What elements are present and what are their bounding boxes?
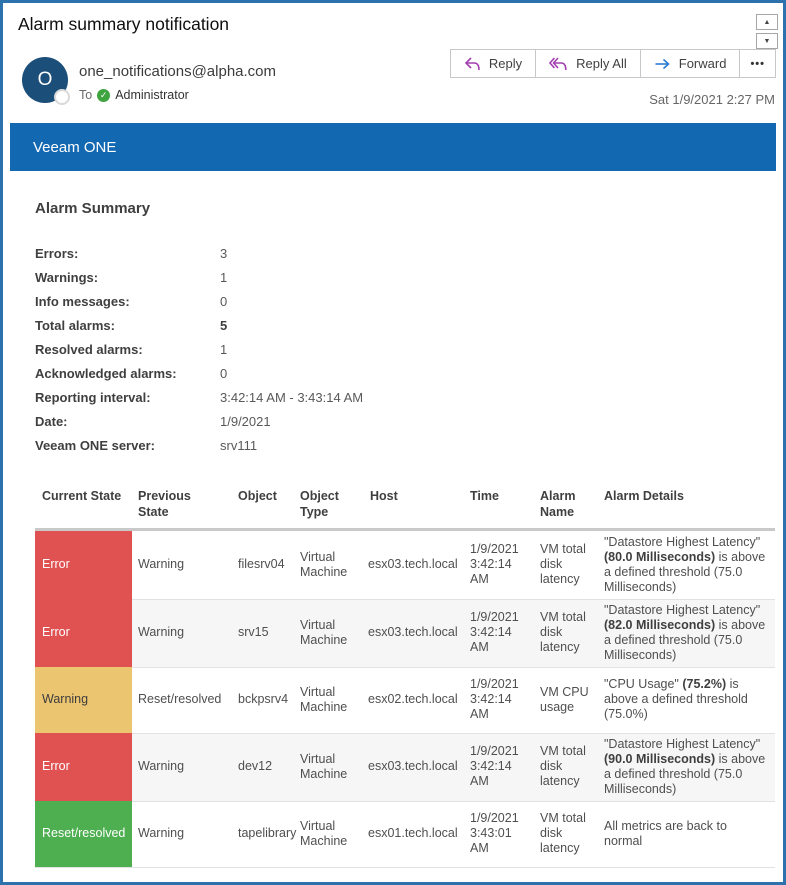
veeam-one-banner (10, 123, 776, 171)
object-cell: tapelibrary (238, 826, 297, 840)
object-type-cell: Virtual Machine (300, 684, 348, 714)
summary-fields (35, 241, 775, 457)
object-type-cell: Virtual Machine (300, 751, 348, 781)
to-label: To (79, 88, 93, 102)
table-row (35, 531, 775, 599)
alarm-details-cell: "Datastore Highest Latency" (82.0 Milliseconds) is above a defined threshold (75.0 Milliseconds) (604, 602, 766, 662)
reply-button[interactable] (450, 49, 536, 78)
host-cell: esx02.tech.local (368, 692, 458, 706)
alarm-name-cell: VM CPU usage (540, 684, 589, 714)
alarm-details-cell: "Datastore Highest Latency" (90.0 Milliseconds) is above a defined threshold (75.0 Milliseconds) (604, 736, 766, 796)
object-type-cell: Virtual Machine (300, 549, 348, 579)
mail-header (3, 3, 783, 123)
table-row (35, 733, 775, 801)
summary-field-acknowledged-alarms: Acknowledged alarms: 0 (35, 365, 228, 381)
reply-all-icon (549, 57, 568, 71)
time-cell: 1/9/2021 3:42:14 AM (470, 542, 519, 586)
time-cell: 1/9/2021 3:42:14 AM (470, 744, 519, 788)
triangle-down-icon: ▼ (763, 37, 771, 45)
alarm-name-cell: VM total disk latency (540, 542, 586, 586)
message-body (35, 200, 775, 868)
table-row (35, 599, 775, 667)
reply-all-label: Reply All (576, 56, 627, 71)
sender-avatar[interactable] (22, 57, 68, 103)
column-header-host: Host (370, 489, 398, 503)
summary-field-reporting-interval: Reporting interval: 3:42:14 AM - 3:43:14 AM (35, 389, 364, 405)
ellipsis-icon: ••• (750, 57, 765, 70)
time-cell: 1/9/2021 3:43:01 AM (470, 811, 519, 855)
host-cell: esx03.tech.local (368, 759, 458, 773)
column-header-object-type: Object Type (300, 489, 339, 520)
forward-label: Forward (678, 56, 727, 71)
summary-field-info-messages: Info messages: 0 (35, 293, 228, 309)
check-circle-icon: ✓ (97, 89, 110, 102)
time-cell: 1/9/2021 3:42:14 AM (470, 677, 519, 721)
column-header-alarm-name: Alarm Name (540, 489, 576, 520)
summary-field-total-alarms: Total alarms: 5 (35, 317, 228, 333)
recipient-row (79, 88, 189, 102)
table-row (35, 667, 775, 733)
reply-all-button[interactable] (535, 49, 641, 78)
previous-state-cell: Reset/resolved (138, 692, 222, 706)
previous-message-button[interactable] (756, 14, 778, 30)
triangle-up-icon: ▲ (763, 18, 771, 26)
forward-icon (654, 57, 671, 71)
previous-state-cell: Warning (138, 759, 185, 773)
message-title: Alarm summary notification (18, 14, 230, 34)
avatar-letter: O (37, 69, 53, 90)
host-cell: esx03.tech.local (368, 625, 458, 639)
alarm-details-cell: "Datastore Highest Latency" (80.0 Milliseconds) is above a defined threshold (75.0 Milliseconds) (604, 534, 766, 594)
current-state-cell: Error (35, 733, 132, 801)
column-header-current-state: Current State (42, 489, 122, 503)
object-type-cell: Virtual Machine (300, 617, 348, 647)
object-cell: srv15 (238, 625, 269, 639)
time-cell: 1/9/2021 3:42:14 AM (470, 610, 519, 654)
reply-icon (464, 57, 481, 71)
previous-state-cell: Warning (138, 625, 185, 639)
alarm-details-cell: "CPU Usage" (75.2%) is above a defined threshold (75.0%) (604, 677, 748, 721)
alarm-details-cell: All metrics are back to normal (604, 818, 727, 848)
object-cell: filesrv04 (238, 557, 285, 571)
previous-state-cell: Warning (138, 826, 185, 840)
alarm-name-cell: VM total disk latency (540, 744, 586, 788)
column-header-alarm-details: Alarm Details (604, 489, 684, 503)
column-header-time: Time (470, 489, 499, 503)
forward-button[interactable] (640, 49, 741, 78)
banner-text: Veeam ONE (33, 138, 117, 156)
alarm-name-cell: VM total disk latency (540, 811, 586, 855)
summary-field-resolved-alarms: Resolved alarms: 1 (35, 341, 228, 357)
reply-label: Reply (488, 56, 523, 71)
object-cell: bckpsrv4 (238, 692, 289, 706)
current-state-cell: Reset/resolved (35, 801, 132, 867)
alarm-summary-heading: Alarm Summary (35, 200, 151, 217)
summary-field-date: Date: 1/9/2021 (35, 413, 271, 429)
message-nav-spinner (756, 14, 778, 49)
host-cell: esx01.tech.local (368, 826, 458, 840)
next-message-button[interactable] (756, 33, 778, 49)
sender-email[interactable]: one_notifications@alpha.com (79, 63, 277, 80)
presence-indicator-icon (54, 89, 70, 105)
column-header-previous-state: Previous State (138, 489, 191, 520)
current-state-cell: Warning (35, 667, 132, 733)
alarms-table (35, 488, 775, 868)
summary-field-errors: Errors: 3 (35, 245, 228, 261)
object-type-cell: Virtual Machine (300, 818, 348, 848)
summary-field-warnings: Warnings: 1 (35, 269, 228, 285)
recipient-name[interactable]: Administrator (115, 88, 189, 102)
message-actions (450, 49, 776, 78)
host-cell: esx03.tech.local (368, 557, 458, 571)
previous-state-cell: Warning (138, 557, 185, 571)
alarm-name-cell: VM total disk latency (540, 610, 586, 654)
current-state-cell: Error (35, 531, 132, 599)
summary-field-server: Veeam ONE server: srv111 (35, 437, 258, 453)
alarms-table-header (35, 488, 775, 531)
more-actions-button[interactable] (739, 49, 776, 78)
table-row (35, 801, 775, 867)
current-state-cell: Error (35, 599, 132, 667)
object-cell: dev12 (238, 759, 273, 773)
alarms-table-body (35, 531, 775, 868)
column-header-object: Object (238, 489, 277, 503)
sent-date: Sat 1/9/2021 2:27 PM (649, 92, 775, 107)
